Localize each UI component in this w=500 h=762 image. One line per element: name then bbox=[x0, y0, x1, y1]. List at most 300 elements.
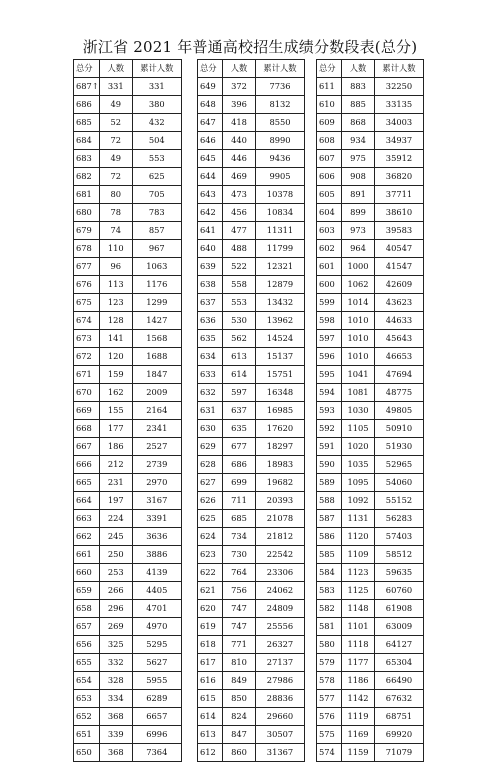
score-cell: 582 bbox=[317, 600, 342, 618]
count-cell: 113 bbox=[99, 276, 132, 294]
score-cell: 682 bbox=[74, 168, 100, 186]
score-cell: 576 bbox=[317, 708, 342, 726]
count-cell: 1105 bbox=[342, 420, 375, 438]
cumulative-cell: 36820 bbox=[375, 168, 424, 186]
count-cell: 162 bbox=[99, 384, 132, 402]
cumulative-cell: 50910 bbox=[375, 420, 424, 438]
count-cell: 824 bbox=[223, 708, 256, 726]
cumulative-cell: 9905 bbox=[256, 168, 305, 186]
count-cell: 613 bbox=[223, 348, 256, 366]
table-row bbox=[317, 546, 424, 564]
table-row bbox=[74, 132, 182, 150]
cumulative-cell: 705 bbox=[132, 186, 181, 204]
count-cell: 685 bbox=[223, 510, 256, 528]
score-cell: 611 bbox=[317, 78, 342, 96]
score-cell: 581 bbox=[317, 618, 342, 636]
cumulative-cell: 17620 bbox=[256, 420, 305, 438]
score-cell: 659 bbox=[74, 582, 100, 600]
count-cell: 78 bbox=[99, 204, 132, 222]
table-row bbox=[74, 582, 182, 600]
score-cell: 620 bbox=[198, 600, 223, 618]
cumulative-cell: 10834 bbox=[256, 204, 305, 222]
count-cell: 368 bbox=[99, 744, 132, 762]
table-row bbox=[198, 240, 305, 258]
count-cell: 849 bbox=[223, 672, 256, 690]
count-cell: 964 bbox=[342, 240, 375, 258]
count-cell: 1062 bbox=[342, 276, 375, 294]
cumulative-cell: 10378 bbox=[256, 186, 305, 204]
count-cell: 80 bbox=[99, 186, 132, 204]
table-row bbox=[74, 528, 182, 546]
table-row bbox=[317, 222, 424, 240]
count-cell: 747 bbox=[223, 600, 256, 618]
cumulative-cell: 26327 bbox=[256, 636, 305, 654]
table-row bbox=[198, 222, 305, 240]
cumulative-cell: 2970 bbox=[132, 474, 181, 492]
score-cell: 650 bbox=[74, 744, 100, 762]
table-row bbox=[317, 132, 424, 150]
count-cell: 1169 bbox=[342, 726, 375, 744]
score-cell: 634 bbox=[198, 348, 223, 366]
table-row bbox=[74, 114, 182, 132]
count-cell: 1177 bbox=[342, 654, 375, 672]
table-row bbox=[74, 348, 182, 366]
cumulative-cell: 35912 bbox=[375, 150, 424, 168]
cumulative-cell: 55152 bbox=[375, 492, 424, 510]
table-row bbox=[198, 492, 305, 510]
table-row bbox=[198, 294, 305, 312]
table-row bbox=[198, 690, 305, 708]
count-cell: 686 bbox=[223, 456, 256, 474]
score-cell: 681 bbox=[74, 186, 100, 204]
table-header-row bbox=[317, 60, 424, 78]
count-cell: 637 bbox=[223, 402, 256, 420]
table-row bbox=[198, 366, 305, 384]
score-cell: 628 bbox=[198, 456, 223, 474]
score-cell: 588 bbox=[317, 492, 342, 510]
count-cell: 860 bbox=[223, 744, 256, 762]
cumulative-cell: 2341 bbox=[132, 420, 181, 438]
score-cell: 680 bbox=[74, 204, 100, 222]
count-cell: 328 bbox=[99, 672, 132, 690]
score-cell: 638 bbox=[198, 276, 223, 294]
score-cell: 635 bbox=[198, 330, 223, 348]
cumulative-cell: 54060 bbox=[375, 474, 424, 492]
score-table-1 bbox=[73, 59, 182, 762]
score-cell: 593 bbox=[317, 402, 342, 420]
header-count: 人数 bbox=[99, 60, 132, 78]
score-cell: 608 bbox=[317, 132, 342, 150]
score-cell: 651 bbox=[74, 726, 100, 744]
header-score: 总分 bbox=[198, 60, 223, 78]
table-row bbox=[198, 474, 305, 492]
score-cell: 606 bbox=[317, 168, 342, 186]
table-header-row bbox=[198, 60, 305, 78]
cumulative-cell: 56283 bbox=[375, 510, 424, 528]
cumulative-cell: 47694 bbox=[375, 366, 424, 384]
table-row bbox=[317, 636, 424, 654]
table-row bbox=[198, 150, 305, 168]
cumulative-cell: 13432 bbox=[256, 294, 305, 312]
score-cell: 671 bbox=[74, 366, 100, 384]
cumulative-cell: 18297 bbox=[256, 438, 305, 456]
count-cell: 1101 bbox=[342, 618, 375, 636]
score-cell: 607 bbox=[317, 150, 342, 168]
score-cell: 614 bbox=[198, 708, 223, 726]
count-cell: 677 bbox=[223, 438, 256, 456]
count-cell: 1010 bbox=[342, 312, 375, 330]
table-row bbox=[198, 204, 305, 222]
count-cell: 1020 bbox=[342, 438, 375, 456]
table-row bbox=[317, 384, 424, 402]
table-row bbox=[198, 384, 305, 402]
count-cell: 250 bbox=[99, 546, 132, 564]
count-cell: 934 bbox=[342, 132, 375, 150]
count-cell: 1109 bbox=[342, 546, 375, 564]
cumulative-cell: 553 bbox=[132, 150, 181, 168]
table-row bbox=[317, 150, 424, 168]
count-cell: 245 bbox=[99, 528, 132, 546]
cumulative-cell: 42609 bbox=[375, 276, 424, 294]
score-cell: 604 bbox=[317, 204, 342, 222]
score-cell: 640 bbox=[198, 240, 223, 258]
table-row bbox=[198, 456, 305, 474]
score-cell: 660 bbox=[74, 564, 100, 582]
score-cell: 672 bbox=[74, 348, 100, 366]
cumulative-cell: 16348 bbox=[256, 384, 305, 402]
table-row bbox=[74, 438, 182, 456]
score-cell: 599 bbox=[317, 294, 342, 312]
count-cell: 530 bbox=[223, 312, 256, 330]
count-cell: 635 bbox=[223, 420, 256, 438]
score-cell: 687↑ bbox=[74, 78, 100, 96]
table-row bbox=[317, 240, 424, 258]
cumulative-cell: 6657 bbox=[132, 708, 181, 726]
count-cell: 1119 bbox=[342, 708, 375, 726]
score-cell: 619 bbox=[198, 618, 223, 636]
table-row bbox=[317, 186, 424, 204]
table-row bbox=[317, 294, 424, 312]
score-cell: 644 bbox=[198, 168, 223, 186]
score-cell: 621 bbox=[198, 582, 223, 600]
count-cell: 1125 bbox=[342, 582, 375, 600]
score-cell: 661 bbox=[74, 546, 100, 564]
cumulative-cell: 28836 bbox=[256, 690, 305, 708]
table-row bbox=[198, 420, 305, 438]
score-cell: 583 bbox=[317, 582, 342, 600]
table-row bbox=[74, 78, 182, 96]
count-cell: 396 bbox=[223, 96, 256, 114]
cumulative-cell: 67632 bbox=[375, 690, 424, 708]
cumulative-cell: 69920 bbox=[375, 726, 424, 744]
score-cell: 685 bbox=[74, 114, 100, 132]
count-cell: 332 bbox=[99, 654, 132, 672]
cumulative-cell: 3391 bbox=[132, 510, 181, 528]
count-cell: 1030 bbox=[342, 402, 375, 420]
count-cell: 325 bbox=[99, 636, 132, 654]
table-row bbox=[317, 348, 424, 366]
cumulative-cell: 4701 bbox=[132, 600, 181, 618]
score-cell: 632 bbox=[198, 384, 223, 402]
score-cell: 602 bbox=[317, 240, 342, 258]
cumulative-cell: 24062 bbox=[256, 582, 305, 600]
count-cell: 747 bbox=[223, 618, 256, 636]
score-cell: 639 bbox=[198, 258, 223, 276]
score-cell: 626 bbox=[198, 492, 223, 510]
table-row bbox=[198, 654, 305, 672]
table-row bbox=[198, 438, 305, 456]
score-cell: 631 bbox=[198, 402, 223, 420]
score-cell: 669 bbox=[74, 402, 100, 420]
score-cell: 618 bbox=[198, 636, 223, 654]
score-cell: 678 bbox=[74, 240, 100, 258]
cumulative-cell: 15751 bbox=[256, 366, 305, 384]
table-row bbox=[317, 312, 424, 330]
cumulative-cell: 16985 bbox=[256, 402, 305, 420]
count-cell: 558 bbox=[223, 276, 256, 294]
header-score: 总分 bbox=[74, 60, 100, 78]
table-row bbox=[317, 726, 424, 744]
count-cell: 764 bbox=[223, 564, 256, 582]
table-row bbox=[317, 258, 424, 276]
count-cell: 440 bbox=[223, 132, 256, 150]
table-row bbox=[317, 618, 424, 636]
count-cell: 269 bbox=[99, 618, 132, 636]
count-cell: 52 bbox=[99, 114, 132, 132]
count-cell: 74 bbox=[99, 222, 132, 240]
score-cell: 679 bbox=[74, 222, 100, 240]
score-cell: 585 bbox=[317, 546, 342, 564]
table-row bbox=[317, 708, 424, 726]
table-row bbox=[198, 276, 305, 294]
score-cell: 595 bbox=[317, 366, 342, 384]
cumulative-cell: 2739 bbox=[132, 456, 181, 474]
count-cell: 891 bbox=[342, 186, 375, 204]
cumulative-cell: 24809 bbox=[256, 600, 305, 618]
score-cell: 577 bbox=[317, 690, 342, 708]
count-cell: 885 bbox=[342, 96, 375, 114]
count-cell: 1010 bbox=[342, 330, 375, 348]
table-row bbox=[317, 456, 424, 474]
table-row bbox=[198, 726, 305, 744]
cumulative-cell: 66490 bbox=[375, 672, 424, 690]
count-cell: 446 bbox=[223, 150, 256, 168]
table-row bbox=[198, 618, 305, 636]
score-cell: 623 bbox=[198, 546, 223, 564]
cumulative-cell: 2164 bbox=[132, 402, 181, 420]
score-cell: 625 bbox=[198, 510, 223, 528]
score-cell: 668 bbox=[74, 420, 100, 438]
table-row bbox=[74, 510, 182, 528]
cumulative-cell: 8132 bbox=[256, 96, 305, 114]
cumulative-cell: 2009 bbox=[132, 384, 181, 402]
cumulative-cell: 60760 bbox=[375, 582, 424, 600]
score-cell: 622 bbox=[198, 564, 223, 582]
cumulative-cell: 12321 bbox=[256, 258, 305, 276]
cumulative-cell: 380 bbox=[132, 96, 181, 114]
score-cell: 666 bbox=[74, 456, 100, 474]
cumulative-cell: 52965 bbox=[375, 456, 424, 474]
score-cell: 645 bbox=[198, 150, 223, 168]
table-row bbox=[317, 654, 424, 672]
cumulative-cell: 44633 bbox=[375, 312, 424, 330]
score-cell: 641 bbox=[198, 222, 223, 240]
cumulative-cell: 38610 bbox=[375, 204, 424, 222]
table-row bbox=[198, 528, 305, 546]
cumulative-cell: 33135 bbox=[375, 96, 424, 114]
cumulative-cell: 3886 bbox=[132, 546, 181, 564]
table-row bbox=[74, 456, 182, 474]
count-cell: 49 bbox=[99, 96, 132, 114]
score-cell: 646 bbox=[198, 132, 223, 150]
table-row bbox=[74, 672, 182, 690]
cumulative-cell: 432 bbox=[132, 114, 181, 132]
cumulative-cell: 4405 bbox=[132, 582, 181, 600]
count-cell: 72 bbox=[99, 168, 132, 186]
score-cell: 594 bbox=[317, 384, 342, 402]
score-cell: 656 bbox=[74, 636, 100, 654]
count-cell: 368 bbox=[99, 708, 132, 726]
cumulative-cell: 6289 bbox=[132, 690, 181, 708]
cumulative-cell: 7736 bbox=[256, 78, 305, 96]
table-row bbox=[198, 744, 305, 762]
count-cell: 141 bbox=[99, 330, 132, 348]
table-row bbox=[317, 96, 424, 114]
cumulative-cell: 30507 bbox=[256, 726, 305, 744]
count-cell: 1120 bbox=[342, 528, 375, 546]
table-row bbox=[317, 276, 424, 294]
count-cell: 197 bbox=[99, 492, 132, 510]
table-row bbox=[317, 690, 424, 708]
score-cell: 657 bbox=[74, 618, 100, 636]
cumulative-cell: 331 bbox=[132, 78, 181, 96]
count-cell: 334 bbox=[99, 690, 132, 708]
score-cell: 653 bbox=[74, 690, 100, 708]
cumulative-cell: 46653 bbox=[375, 348, 424, 366]
count-cell: 1159 bbox=[342, 744, 375, 762]
cumulative-cell: 1427 bbox=[132, 312, 181, 330]
count-cell: 868 bbox=[342, 114, 375, 132]
cumulative-cell: 12879 bbox=[256, 276, 305, 294]
cumulative-cell: 8550 bbox=[256, 114, 305, 132]
table-row bbox=[198, 402, 305, 420]
cumulative-cell: 3636 bbox=[132, 528, 181, 546]
cumulative-cell: 64127 bbox=[375, 636, 424, 654]
table-row bbox=[317, 672, 424, 690]
score-table-3 bbox=[316, 59, 424, 762]
count-cell: 96 bbox=[99, 258, 132, 276]
table-row bbox=[74, 240, 182, 258]
score-cell: 575 bbox=[317, 726, 342, 744]
table-row bbox=[317, 204, 424, 222]
count-cell: 477 bbox=[223, 222, 256, 240]
score-cell: 636 bbox=[198, 312, 223, 330]
score-cell: 591 bbox=[317, 438, 342, 456]
score-cell: 627 bbox=[198, 474, 223, 492]
cumulative-cell: 22542 bbox=[256, 546, 305, 564]
score-cell: 612 bbox=[198, 744, 223, 762]
count-cell: 120 bbox=[99, 348, 132, 366]
cumulative-cell: 1688 bbox=[132, 348, 181, 366]
score-table-2 bbox=[197, 59, 305, 762]
table-row bbox=[198, 708, 305, 726]
cumulative-cell: 4970 bbox=[132, 618, 181, 636]
score-cell: 584 bbox=[317, 564, 342, 582]
cumulative-cell: 49805 bbox=[375, 402, 424, 420]
cumulative-cell: 2527 bbox=[132, 438, 181, 456]
cumulative-cell: 6996 bbox=[132, 726, 181, 744]
table-row bbox=[198, 312, 305, 330]
table-row bbox=[317, 402, 424, 420]
cumulative-cell: 27986 bbox=[256, 672, 305, 690]
cumulative-cell: 21812 bbox=[256, 528, 305, 546]
score-cell: 603 bbox=[317, 222, 342, 240]
count-cell: 975 bbox=[342, 150, 375, 168]
cumulative-cell: 34937 bbox=[375, 132, 424, 150]
score-cell: 643 bbox=[198, 186, 223, 204]
table-row bbox=[74, 312, 182, 330]
count-cell: 177 bbox=[99, 420, 132, 438]
score-cell: 677 bbox=[74, 258, 100, 276]
score-cell: 658 bbox=[74, 600, 100, 618]
score-cell: 670 bbox=[74, 384, 100, 402]
count-cell: 899 bbox=[342, 204, 375, 222]
count-cell: 473 bbox=[223, 186, 256, 204]
score-cell: 630 bbox=[198, 420, 223, 438]
table-row bbox=[198, 582, 305, 600]
count-cell: 810 bbox=[223, 654, 256, 672]
table-row bbox=[74, 690, 182, 708]
count-cell: 331 bbox=[99, 78, 132, 96]
score-cell: 683 bbox=[74, 150, 100, 168]
cumulative-cell: 41547 bbox=[375, 258, 424, 276]
cumulative-cell: 43623 bbox=[375, 294, 424, 312]
table-row bbox=[317, 366, 424, 384]
table-row bbox=[317, 474, 424, 492]
score-cell: 590 bbox=[317, 456, 342, 474]
table-row bbox=[317, 114, 424, 132]
count-cell: 699 bbox=[223, 474, 256, 492]
table-row bbox=[74, 546, 182, 564]
score-cell: 600 bbox=[317, 276, 342, 294]
count-cell: 186 bbox=[99, 438, 132, 456]
cumulative-cell: 51930 bbox=[375, 438, 424, 456]
score-cell: 686 bbox=[74, 96, 100, 114]
count-cell: 110 bbox=[99, 240, 132, 258]
count-cell: 296 bbox=[99, 600, 132, 618]
cumulative-cell: 1176 bbox=[132, 276, 181, 294]
count-cell: 756 bbox=[223, 582, 256, 600]
score-cell: 596 bbox=[317, 348, 342, 366]
score-cell: 574 bbox=[317, 744, 342, 762]
cumulative-cell: 20393 bbox=[256, 492, 305, 510]
cumulative-cell: 1063 bbox=[132, 258, 181, 276]
table-row bbox=[74, 276, 182, 294]
table-row bbox=[74, 204, 182, 222]
cumulative-cell: 5627 bbox=[132, 654, 181, 672]
score-cell: 616 bbox=[198, 672, 223, 690]
cumulative-cell: 40547 bbox=[375, 240, 424, 258]
cumulative-cell: 11799 bbox=[256, 240, 305, 258]
table-row bbox=[198, 546, 305, 564]
cumulative-cell: 3167 bbox=[132, 492, 181, 510]
count-cell: 711 bbox=[223, 492, 256, 510]
cumulative-cell: 37711 bbox=[375, 186, 424, 204]
score-cell: 610 bbox=[317, 96, 342, 114]
score-cell: 684 bbox=[74, 132, 100, 150]
header-cumulative: 累计人数 bbox=[256, 60, 305, 78]
table-row bbox=[74, 222, 182, 240]
